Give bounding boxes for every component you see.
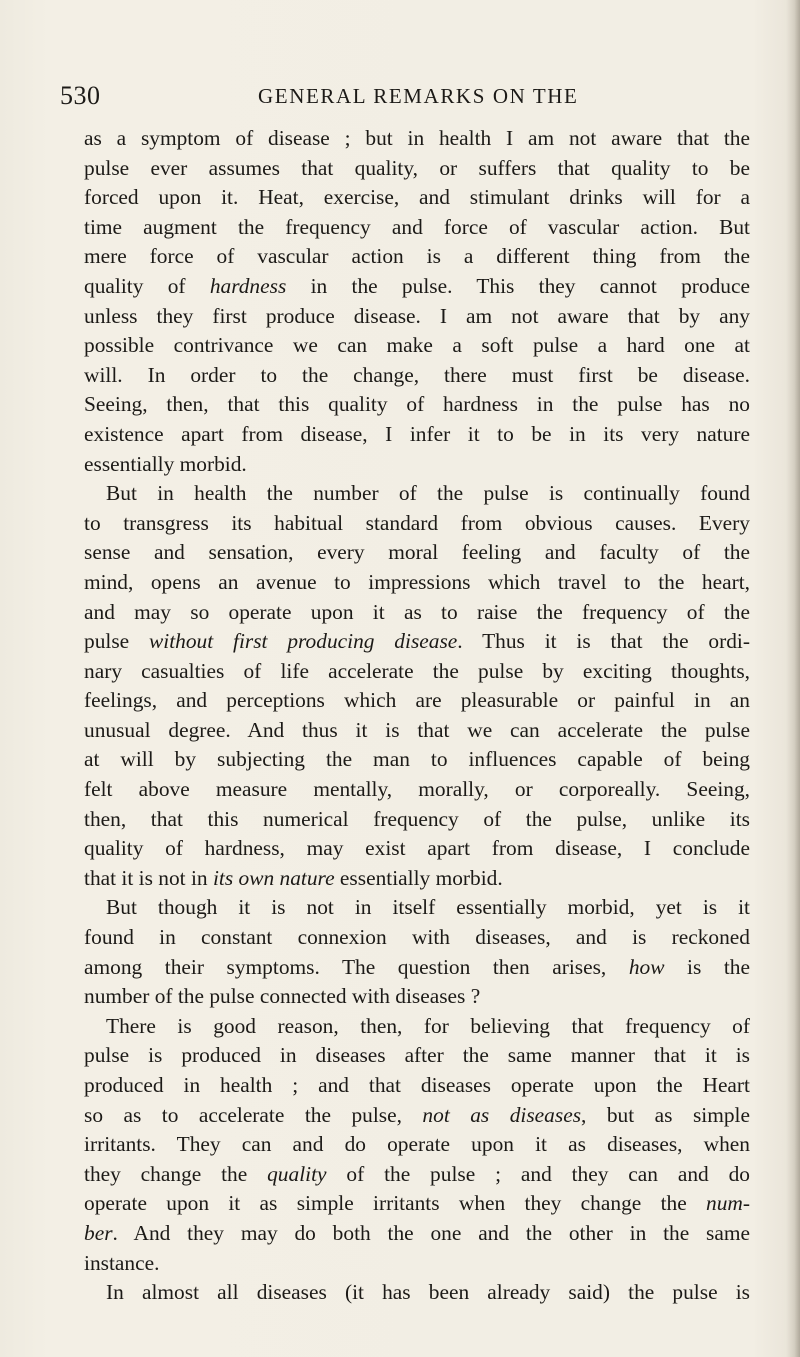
text-segment: among their symptoms. The question then arises, xyxy=(84,954,629,979)
text-line: irritants. They can and do operate upon it as diseases, when xyxy=(84,1132,750,1157)
text-line: time augment the frequency and force of vascular action. But xyxy=(84,214,750,239)
text-line: will. In order to the change, there must first be disease. xyxy=(84,362,750,387)
text-line: mere force of vascular action is a different thing from the xyxy=(84,244,750,269)
text-line: pulse is produced in diseases after the same manner that it is xyxy=(84,1043,750,1068)
text-line: pulse ever assumes that quality, or suffers that quality to be xyxy=(84,155,750,180)
paragraph-start-line: There is good reason, then, for believing that frequency of xyxy=(106,1013,750,1038)
text-segment: quality of xyxy=(84,273,210,298)
text-line: number of the pulse connected with diseases ? xyxy=(84,984,481,1009)
text-line: instance. xyxy=(84,1250,160,1275)
text-line: to transgress its habitual standard from obvious causes. Every xyxy=(84,510,750,535)
text-line: as a symptom of disease ; but in health I am not aware that the xyxy=(84,126,750,150)
text-line: produced in health ; and that diseases operate upon the Heart xyxy=(84,1073,750,1097)
text-line xyxy=(84,953,750,983)
page-edge-shadow xyxy=(786,0,800,1357)
text-line xyxy=(84,1101,750,1131)
page-header xyxy=(60,80,750,112)
text-segment: , but as simple xyxy=(581,1102,750,1127)
text-line xyxy=(84,272,750,302)
italic-phrase: its own nature xyxy=(212,865,335,890)
text-line: unless they first produce disease. I am not aware that by any xyxy=(84,303,750,328)
italic-phrase: not as diseases xyxy=(422,1102,582,1127)
text-segment: in the pulse. This they cannot produce xyxy=(286,273,750,298)
text-segment: operate upon it as simple irritants when they change the xyxy=(84,1191,707,1216)
text-segment: of the pulse ; and they can and do xyxy=(326,1161,750,1186)
text-line xyxy=(84,1219,750,1249)
text-line: unusual degree. And thus it is that we can accelerate the pulse xyxy=(84,717,750,742)
text-line: mind, opens an avenue to impressions which travel to the heart, xyxy=(84,569,750,594)
text-line: forced upon it. Heat, exercise, and stimulant drinks will for a xyxy=(84,185,750,210)
text-line xyxy=(84,1160,750,1190)
text-line: felt above measure mentally, morally, or corporeally. Seeing, xyxy=(84,777,750,802)
text-segment: . Thus it is that the ordi- xyxy=(457,629,750,654)
text-line: nary casualties of life accelerate the pulse by exciting thoughts, xyxy=(84,658,750,683)
text-line: quality of hardness, may exist apart from disease, I conclude xyxy=(84,836,750,861)
italic-term: how xyxy=(628,954,665,979)
italic-term: quality xyxy=(267,1161,327,1186)
italic-term: ber xyxy=(84,1220,113,1245)
text-line: possible contrivance we can make a soft pulse a hard one at xyxy=(84,333,750,358)
page-number: 530 xyxy=(60,81,101,110)
text-line: and may so operate upon it as to raise the frequency of the xyxy=(84,599,750,624)
text-line xyxy=(84,1189,750,1219)
text-line: sense and sensation, every moral feeling and faculty of the xyxy=(84,540,750,565)
text-segment: so as to accelerate the pulse, xyxy=(84,1102,423,1127)
paragraph-start-line: In almost all diseases (it has been already said) the pulse is xyxy=(106,1280,750,1305)
italic-phrase: without first producing disease xyxy=(149,629,458,654)
text-line: found in constant connexion with diseases, and is reckoned xyxy=(84,925,750,950)
text-line: existence apart from disease, I infer it to be in its very nature xyxy=(84,421,750,446)
text-segment: that it is not in xyxy=(84,865,213,890)
text-line: essentially morbid. xyxy=(84,451,247,476)
italic-term: num- xyxy=(706,1191,750,1216)
text-segment: pulse xyxy=(84,629,149,654)
text-line: then, that this numerical frequency of the pulse, unlike its xyxy=(84,806,750,831)
text-line xyxy=(84,864,750,894)
text-line: feelings, and perceptions which are pleasurable or painful in an xyxy=(84,688,750,713)
text-line xyxy=(84,627,750,657)
text-segment: is the xyxy=(664,954,750,979)
italic-term: hardness xyxy=(209,273,287,298)
running-head: GENERAL REMARKS ON THE xyxy=(258,84,579,108)
text-segment: . And they may do both the one and the other in the same xyxy=(112,1220,750,1245)
paragraph-start-line: But in health the number of the pulse is continually found xyxy=(106,481,750,506)
text-line: at will by subjecting the man to influences capable of being xyxy=(84,747,750,772)
body-text xyxy=(84,124,750,1308)
text-line: Seeing, then, that this quality of hardness in the pulse has no xyxy=(84,392,750,417)
paragraph-start-line: But though it is not in itself essentially morbid, yet is it xyxy=(106,895,750,920)
text-segment: essentially morbid. xyxy=(334,865,503,890)
text-segment: they change the xyxy=(84,1161,268,1186)
